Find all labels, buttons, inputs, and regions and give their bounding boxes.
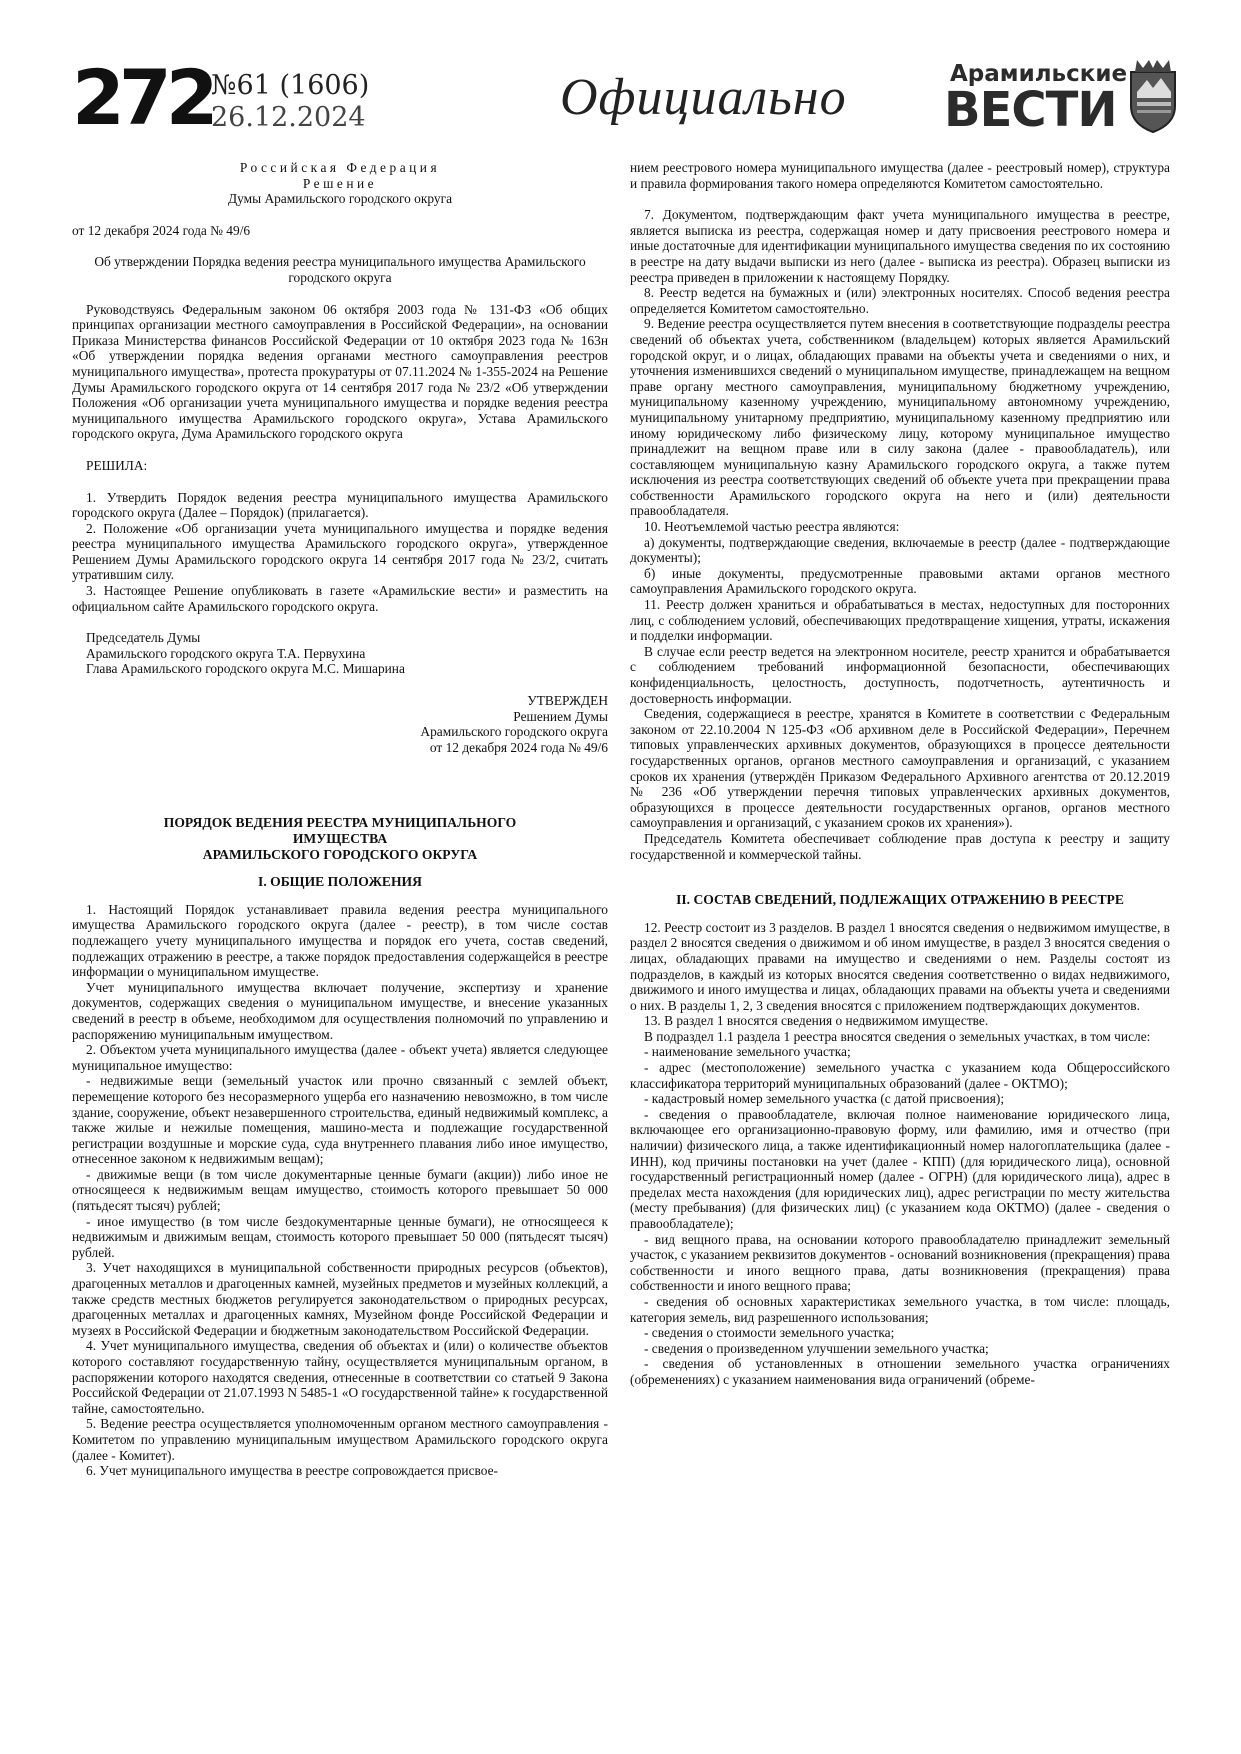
paragraph: Председатель Комитета обеспечивает соблюдение прав доступа к реестру и защиту государственной и коммерческой тайны. (630, 830, 1170, 862)
preamble: Руководствуясь Федеральным законом 06 октября 2003 года № 131-ФЗ «Об общих принципах организации местного самоуправления в Российской Федерации», на основании Приказа Министерства финансов Российской Федерации от 10 октября 2023 года № 163н «Об утверждении порядка ведения органами местного самоуправления реестров муниципального имущества», протеста прокуратуры от 07.11.2024 № 1-355-2024 на Решение Думы Арамильского городского округа от 14 сентября 2017 года № 23/2 «Об утверждении Положения «Об организации учета муниципального имущества и порядке ведения реестра муниципального имущества Арамильского городского округа», Устава Арамильского городского округа, Дума Арамильского городского округа (72, 301, 608, 442)
list-item: - кадастровый номер земельного участка (с датой присвоения); (644, 1091, 1005, 1107)
newspaper-logo-top: Арамильские (950, 61, 1128, 87)
paragraph: 12. Реестр состоит из 3 разделов. В раздел 1 вносятся сведения о недвижимом имуществе, в раздел 2 вносятся сведения о движимом и об ином имуществе, в раздел 3 вносятся сведения о лицах, обладающих правами на имущество и сведениями о нем. Разделы состоят из подразделов, в каждый из которых вносятся сведения соответственно о видах недвижимого, движимого и иного имущества и лицах, обладающих правами на объекты учета и сведениями о них. В разделы 1, 2, 3 сведения вносятся с приложением подтверждающих документов. (630, 919, 1170, 1013)
decision-subject: Об утверждении Порядка ведения реестра муниципального имущества Арамильского городского округа (94, 254, 586, 285)
paragraph: - иное имущество (в том числе бездокументарные ценные бумаги), не относящееся к недвижимым и движимым вещам, стоимость которого превышает 50 000 (пятьдесят тысяч) рублей. (72, 1213, 608, 1260)
masthead (0, 0, 1241, 160)
approval-line: от 12 декабря 2024 года № 49/6 (429, 739, 608, 755)
list-item: - сведения о произведенном улучшении земельного участка; (644, 1340, 989, 1356)
paragraph: 3. Учет находящихся в муниципальной собственности природных ресурсов (объектов), драгоценных металлов и драгоценных камней, музейных предметов и музейных коллекций, а также средств местных бюджетов регулируется законодательством о природных ресурсах, драгоценных металлах и драгоценных камнях, Музейном фонде Российской Федерации и музеях в Российской Федерации и бюджетным законодательством Российской Федерации. (72, 1260, 608, 1338)
document-title: ПОРЯДОК ВЕДЕНИЯ РЕЕСТРА МУНИЦИПАЛЬНОГО (163, 815, 517, 831)
signature-line: Председатель Думы (86, 630, 201, 646)
coat-of-arms-icon (1127, 58, 1179, 134)
paragraph: 4. Учет муниципального имущества, сведения об объектах и (или) о количестве объектов которого составляют государственную тайну, осуществляется муниципальным органом, в распоряжении которого находятся сведения, отнесенные в соответствии со статьей 9 Закона Российской Федерации от 21.07.1993 N 5485-1 «О государственной тайне» к государственной тайне, самостоятельно. (72, 1338, 608, 1416)
list-item: - сведения об установленных в отношении земельного участка ограничениях (обременениях) с указанием наименования вида ограничений (обреме- (630, 1356, 1170, 1387)
paragraph: - движимые вещи (в том числе документарные ценные бумаги (акции)) либо иное не относящееся к недвижимым вещам имущество, стоимость которого превышает 50 000 (пятьдесят тысяч) рублей; (72, 1166, 608, 1214)
approval-line: Арамильского городского округа (420, 724, 608, 740)
header-decision: Решение (302, 175, 378, 191)
paragraph: б) иные документы, предусмотренные правовыми актами органов местного самоуправления Арамильского городского округа. (630, 565, 1170, 597)
signature-line: Арамильского городского округа Т.А. Первухина (86, 645, 366, 661)
page-number: 272 (72, 53, 213, 142)
approval-line: Решением Думы (513, 708, 608, 724)
issue-date: 26.12.2024 (211, 102, 366, 133)
paragraph: 8. Реестр ведется на бумажных и (или) электронных носителях. Способ ведения реестра определяется Комитетом самостоятельно. (630, 285, 1170, 316)
paragraph: 7. Документом, подтверждающим факт учета муниципального имущества в реестре, является выписка из реестра, содержащая номер и дату присвоения реестрового номера и иные достаточные для идентификации муниципального имущества сведения по их состоянию в реестре на дату выдачи выписки из него (далее - выписка из реестра). Образец выписки из реестра приведен в приложении к настоящему Порядку. (630, 207, 1170, 285)
paragraph: а) документы, подтверждающие сведения, включаемые в реестр (далее - подтверждающие документы); (630, 534, 1170, 566)
paragraph: 1. Настоящий Порядок устанавливает правила ведения реестра муниципального имущества Арамильского городского округа (далее - реестр), в том числе состав подлежащего учету муниципального имущества и порядок его учета, состав сведений, подлежащих отражению в реестре, а также порядок предоставления содержащейся в реестре информации о муниципальном имуществе. (72, 901, 608, 980)
paragraph: В случае если реестр ведется на электронном носителе, реестр хранится и обрабатывается с соблюдением требований информационной безопасности, обеспечивающих конфиденциальность, целостность, доступность, подотчетность, аутентичность и достоверность информации. (630, 643, 1170, 706)
list-item: - наименование земельного участка; (644, 1044, 851, 1060)
decision-item: 2. Положение «Об организации учета муниципального имущества и порядке ведения реестра муниципального имущества Арамильского городского округа», утвержденное Решением Думы Арамильского городского округа 14 сентября 2017 года № 23/2, считать утратившим силу. (72, 520, 608, 583)
issue-number: №61 (1606) (211, 70, 370, 101)
paragraph: 6. Учет муниципального имущества в реестре сопровождается присвое- (86, 1463, 499, 1479)
section-heading: I. ОБЩИЕ ПОЛОЖЕНИЯ (258, 874, 422, 890)
paragraph: В подраздел 1.1 раздела 1 реестра вносятся сведения о земельных участках, в том числе: (644, 1028, 1151, 1044)
list-item: - сведения о правообладателе, включая полное наименование юридического лица, включающее его организационно-правовую форму, или фамилию, имя и отчество (при наличии) физического лица, а также идентификационный номер налогоплательщика (далее - ИНН), код причины постановки на учет (далее - КПП) (для юридического лица), основной государственный регистрационный номер (далее - ОГРН) (для юридического лица), адрес в пределах места нахождения (для юридических лиц), адрес регистрации по месту жительства (месту пребывания) (для физических лиц) (с указанием кода ОКТМО) (далее - сведения о правообладателе); (630, 1106, 1170, 1231)
paragraph: 5. Ведение реестра осуществляется уполномоченным органом местного самоуправления - Комитетом по управлению муниципальным имуществом Арамильского городского округа (далее - Комитет). (72, 1416, 608, 1463)
list-item: - вид вещного права, на основании которого правообладателю принадлежит земельный участок, с указанием реквизитов документов - оснований возникновения (прекращения) права собственности и иного вещного права, даты возникновения (прекращения) права собственности и иного вещного права; (630, 1231, 1170, 1294)
paragraph: 13. В раздел 1 вносятся сведения о недвижимом имуществе. (644, 1013, 989, 1029)
list-item: - адрес (местоположение) земельного участка с указанием кода Общероссийского классификатора территорий муниципальных образований (далее - ОКТМО); (630, 1060, 1170, 1091)
document-title: АРАМИЛЬСКОГО ГОРОДСКОГО ОКРУГА (202, 846, 478, 862)
newspaper-logo-main: ВЕСТИ (944, 82, 1117, 138)
decision-item: 3. Настоящее Решение опубликовать в газете «Арамильские вести» и разместить на официальном сайте Арамильского городского округа. (72, 583, 608, 614)
list-item: - сведения о стоимости земельного участка; (644, 1325, 895, 1341)
paragraph: 9. Ведение реестра осуществляется путем внесения в соответствующие подразделы реестра сведений об объектах учета, собственником (владельцем) которых является Арамильский городской округ, и о лицах, обладающих правами на объекты учета и сведениями о них, и уточнения изменившихся сведений о муниципальном имуществе, принадлежащем на вещном праве органу местного самоуправления, муниципальному бюджетному учреждению, муниципальному казенному учреждению, муниципальному автономному учреждению, муниципальному унитарному предприятию, муниципальному казенному предприятию или иному юридическому либо физическому лицу, которому муниципальное имущество принадлежит на вещном праве или в силу закона (далее - правообладатель), или составляющем муниципальную казну Арамильского городского округа, а также путем исключения из реестра соответствующих сведений об объекте учета при прекращении права собственности Арамильского городского округа на него и (или) деятельности правообладателя. (630, 316, 1171, 519)
paragraph: нием реестрового номера муниципального имущества (далее - реестровый номер), структура и правила формирования такого номера определяются Комитетом самостоятельно. (630, 160, 1170, 191)
section-title: Официально (560, 69, 847, 126)
header-body: Думы Арамильского городского округа (227, 191, 453, 207)
right-column (630, 160, 1170, 1388)
paragraph: 10. Неотъемлемой частью реестра являются: (644, 519, 900, 535)
paragraph: Учет муниципального имущества включает получение, экспертизу и хранение документов, содержащих сведения о муниципальном имуществе, и внесение указанных сведений в реестр в объеме, необходимом для осуществления полномочий по управлению и распоряжению муниципальным имуществом. (72, 979, 608, 1042)
paragraph: 2. Объектом учета муниципального имущества (далее - объект учета) является следующее муниципальное имущество: (72, 1042, 608, 1073)
list-item: - сведения об основных характеристиках земельного участка, в том числе: площадь, категория земель, вид разрешенного использования; (630, 1293, 1170, 1325)
decision-date: от 12 декабря 2024 года № 49/6 (72, 222, 251, 238)
paragraph: - недвижимые вещи (земельный участок или прочно связанный с землей объект, перемещение которого без несоразмерного ущерба его назначению невозможно, в том числе здание, сооружение, объект незавершенного строительства, единый недвижимый комплекс, а также жилые и нежилые помещения, машино-места и подлежащие государственной регистрации воздушные и морские суда, суда внутреннего плавания либо иное имущество, отнесенное законом к недвижимым вещам); (72, 1073, 608, 1167)
resolved-label: РЕШИЛА: (86, 457, 148, 473)
approval-line: УТВЕРЖДЕН (527, 693, 608, 709)
paragraph: Сведения, содержащиеся в реестре, хранятся в Комитете в соответствии с Федеральным законом от 22.10.2004 N 125-ФЗ «Об архивном деле в Российской Федерации», Перечнем типовых управленческих архивных документов, образующихся в процессе деятельности государственных органов, органов местного самоуправления и организаций, с указанием сроков их хранения (утверждён Приказом Федерального Архивного агентства от 20.12.2019 № 236 «Об утверждении перечня типовых управленческих архивных документов, образующихся в процессе деятельности государственных органов, органов местного самоуправления и организаций, с указанием сроков их хранения»). (630, 706, 1170, 831)
section-heading: II. СОСТАВ СВЕДЕНИЙ, ПОДЛЕЖАЩИХ ОТРАЖЕНИЮ В РЕЕСТРЕ (676, 892, 1124, 908)
paragraph: 11. Реестр должен храниться и обрабатываться в местах, недоступных для посторонних лиц, с соблюдением условий, обеспечивающих предотвращение хищения, утраты, искажения и подделки информации. (630, 597, 1170, 644)
left-column (72, 160, 608, 1479)
decision-item: 1. Утвердить Порядок ведения реестра муниципального имущества Арамильского городского округа (Далее – Порядок) (прилагается). (72, 489, 608, 521)
signature-line: Глава Арамильского городского округа М.С. Мишарина (86, 661, 405, 677)
header-country: Российская Федерация (239, 160, 441, 175)
document-title: ИМУЩЕСТВА (292, 831, 388, 846)
